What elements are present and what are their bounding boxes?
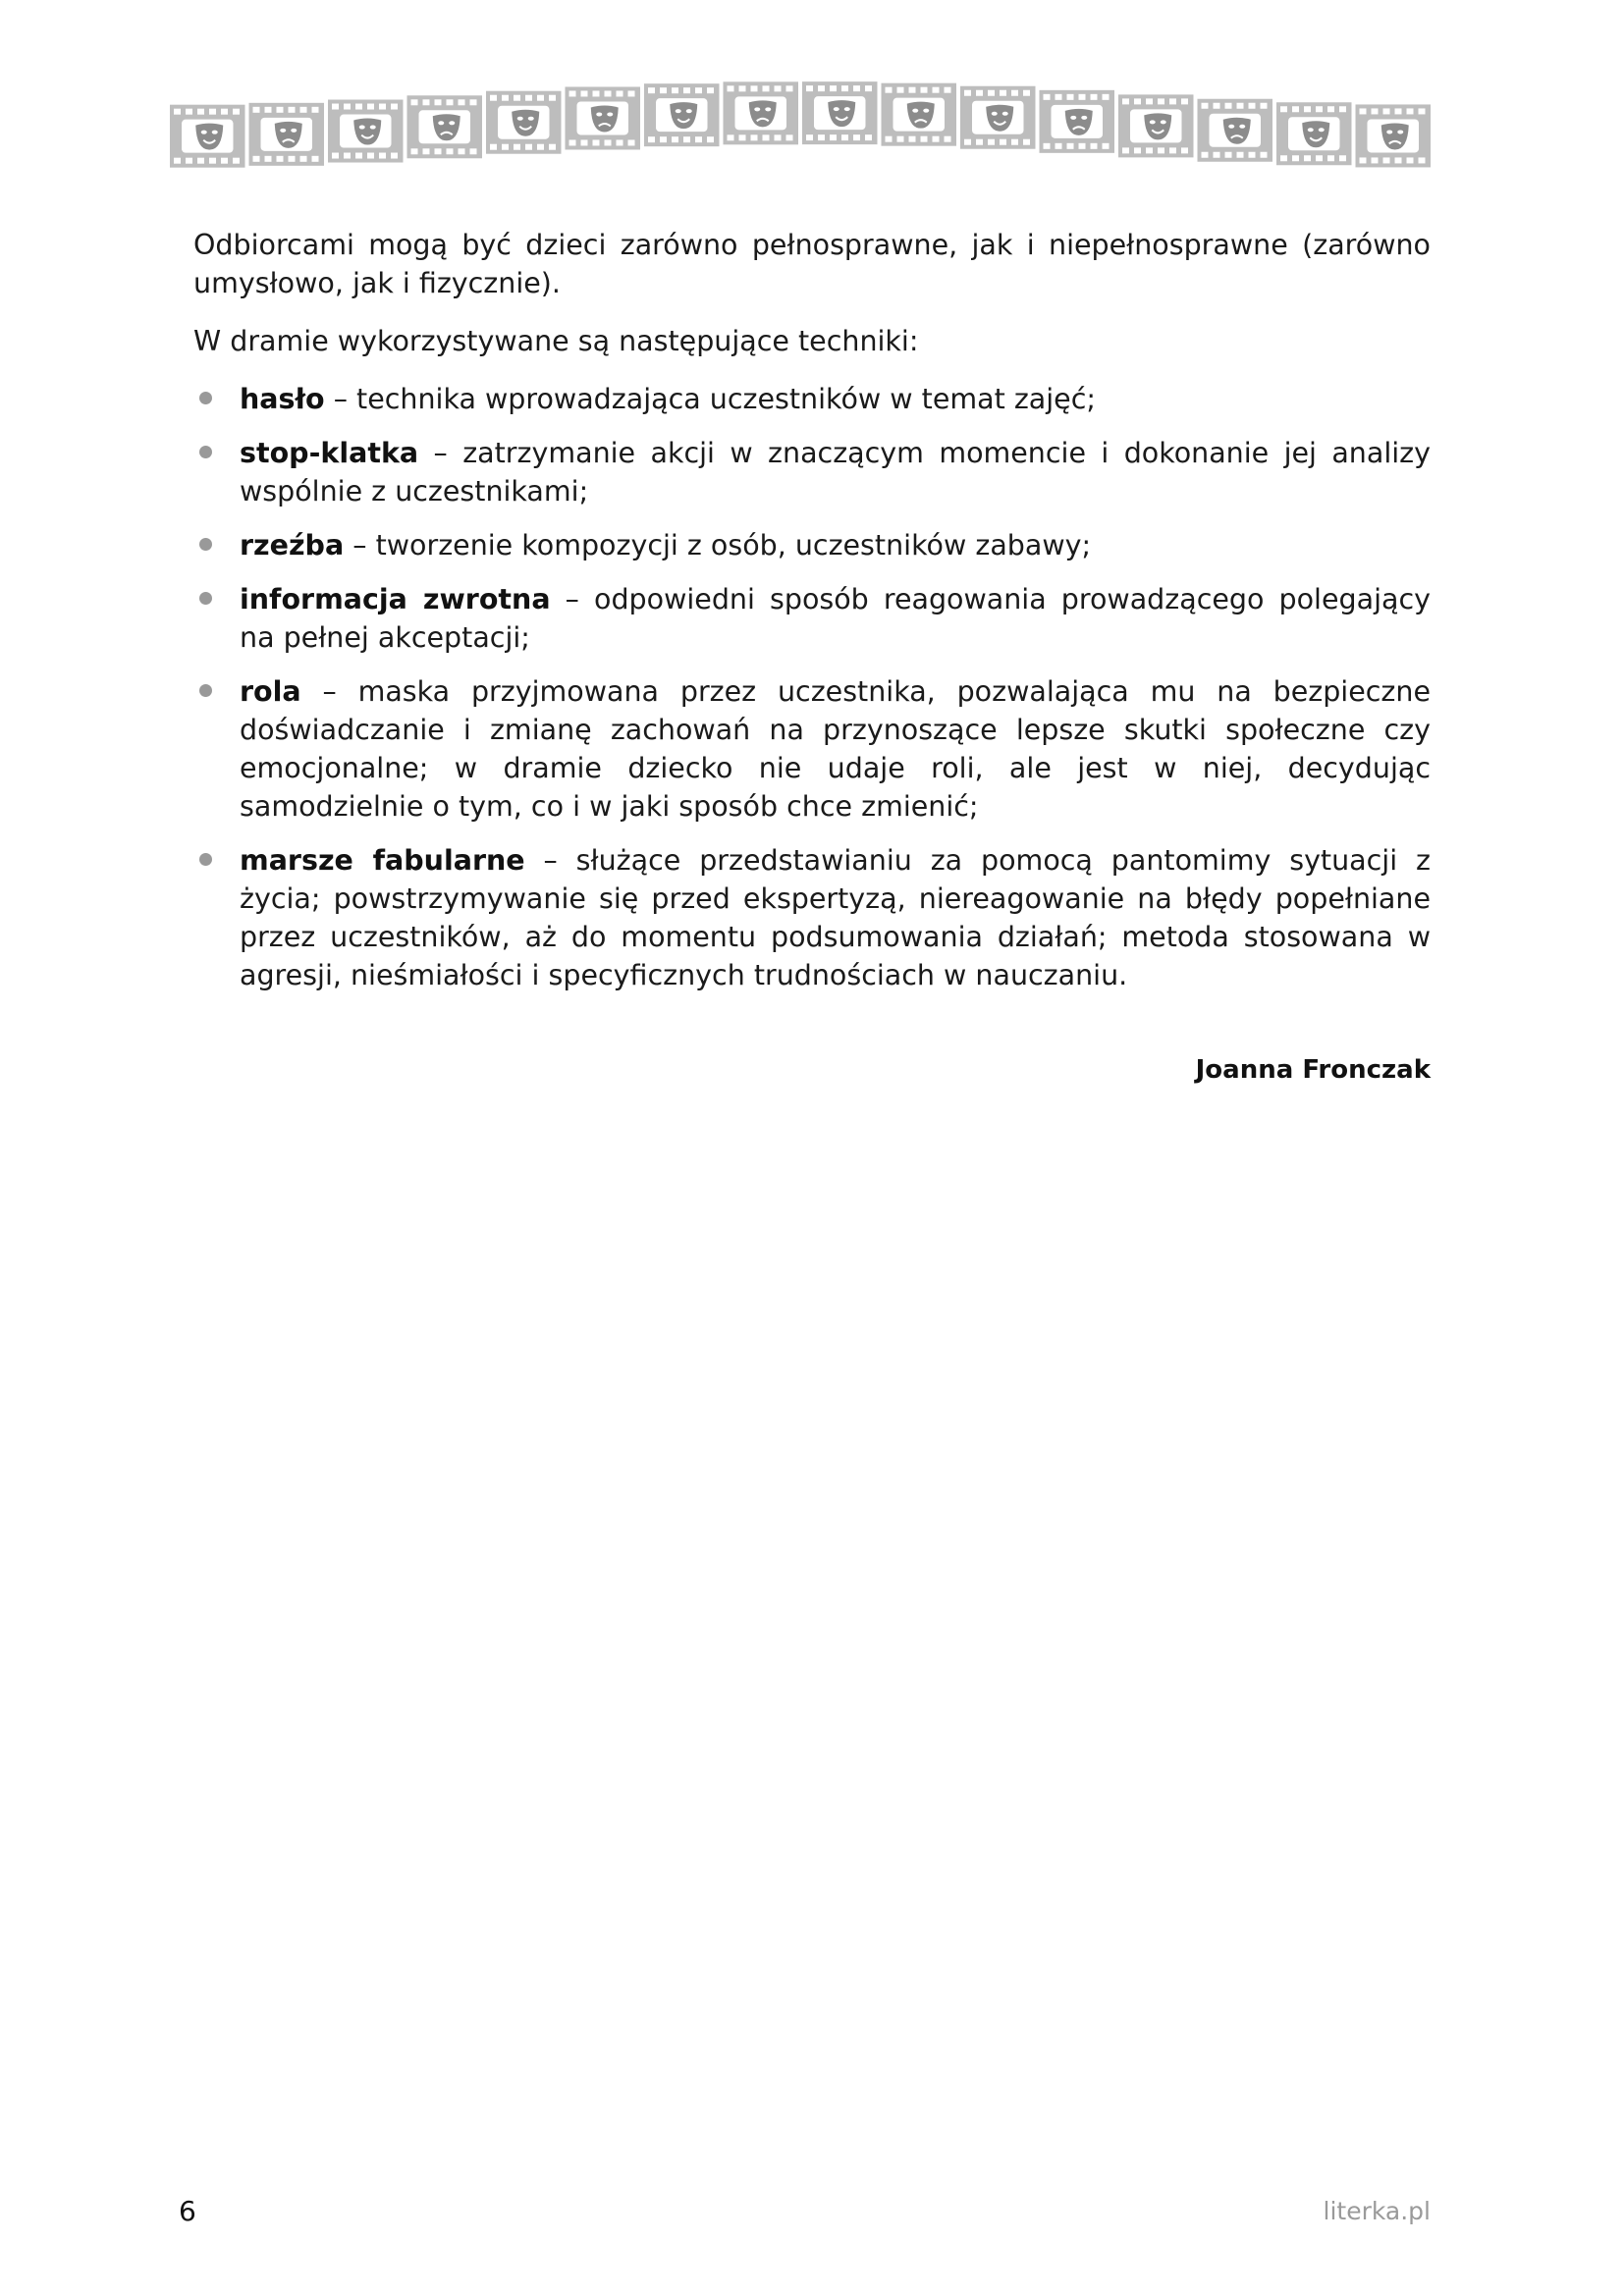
- bullet-icon: [199, 684, 212, 697]
- film-frame: [249, 103, 325, 166]
- technique-description: – maska przyjmowana przez uczestnika, pozwalająca mu na bezpieczne doświadczanie i zmianę zachowań na przynoszące lepsze skutki społeczne czy emocjonalne; w dramie dziecko nie udaje roli, ale jest w niej, decydując samodzielnie o tym, co i w jaki sposób chce zmienić;: [240, 675, 1431, 823]
- list-item: [193, 580, 1431, 657]
- main-text: [193, 226, 1431, 1010]
- author-signature: Joanna Fronczak: [1195, 1055, 1431, 1085]
- film-frame: [566, 86, 641, 149]
- film-strip-masks-banner: [162, 61, 1458, 188]
- technique-description: – technika wprowadzająca uczestników w temat zajęć;: [324, 383, 1096, 415]
- page-number: 6: [179, 2195, 196, 2227]
- intro-paragraph-1: Odbiorcami mogą być dzieci zarówno pełnosprawne, jak i niepełnosprawne (zarówno umysłowo, jak i fizycznie).: [193, 229, 1431, 299]
- film-frame: [882, 83, 957, 146]
- film-frame: [1356, 104, 1432, 167]
- technique-term: hasło: [240, 383, 325, 415]
- film-frame: [328, 100, 404, 163]
- technique-term: marsze fabularne: [240, 844, 525, 877]
- list-item: [193, 841, 1431, 994]
- list-item: [193, 526, 1431, 564]
- bullet-icon: [199, 592, 212, 605]
- technique-term: rzeźba: [240, 529, 345, 561]
- film-frame: [960, 86, 1036, 149]
- bullet-icon: [199, 853, 212, 866]
- film-frame: [1276, 102, 1352, 165]
- bullet-icon: [199, 392, 212, 404]
- list-item: [193, 672, 1431, 826]
- bullet-icon: [199, 446, 212, 458]
- list-item: [193, 380, 1431, 418]
- technique-description: – służące przedstawianiu za pomocą pantomimy sytuacji z życia; powstrzymywanie się przed ekspertyzą, niereagowanie na błędy popełniane przez uczestników, aż do momentu podsumowania działań; metoda stosowana w agresji, nieśmiałości i specyficznych trudnościach w nauczaniu.: [240, 844, 1431, 991]
- technique-term: informacja zwrotna: [240, 583, 551, 615]
- technique-description: – odpowiedni sposób reagowania prowadzącego polegający na pełnej akceptacji;: [240, 583, 1431, 654]
- technique-description: – tworzenie kompozycji z osób, uczestników zabawy;: [344, 529, 1092, 561]
- film-frame: [1118, 94, 1194, 157]
- film-frame: [486, 91, 562, 154]
- film-frame: [724, 81, 799, 144]
- technique-description: – zatrzymanie akcji w znaczącym momencie i dokonanie jej analizy wspólnie z uczestnikami;: [240, 437, 1431, 507]
- film-frame: [802, 81, 878, 144]
- film-frame: [1040, 90, 1115, 153]
- film-frame: [407, 95, 483, 158]
- intro-paragraph-2: W dramie wykorzystywane są następujące techniki:: [193, 325, 919, 357]
- technique-term: rola: [240, 675, 301, 708]
- film-frame: [644, 83, 720, 146]
- film-strip-frames: [170, 81, 1431, 168]
- film-frame: [1198, 99, 1273, 162]
- bullet-icon: [199, 538, 212, 551]
- film-frame: [170, 105, 245, 168]
- list-item: [193, 434, 1431, 510]
- techniques-list: [193, 380, 1431, 994]
- technique-term: stop-klatka: [240, 437, 419, 469]
- site-url: literka.pl: [1323, 2197, 1431, 2225]
